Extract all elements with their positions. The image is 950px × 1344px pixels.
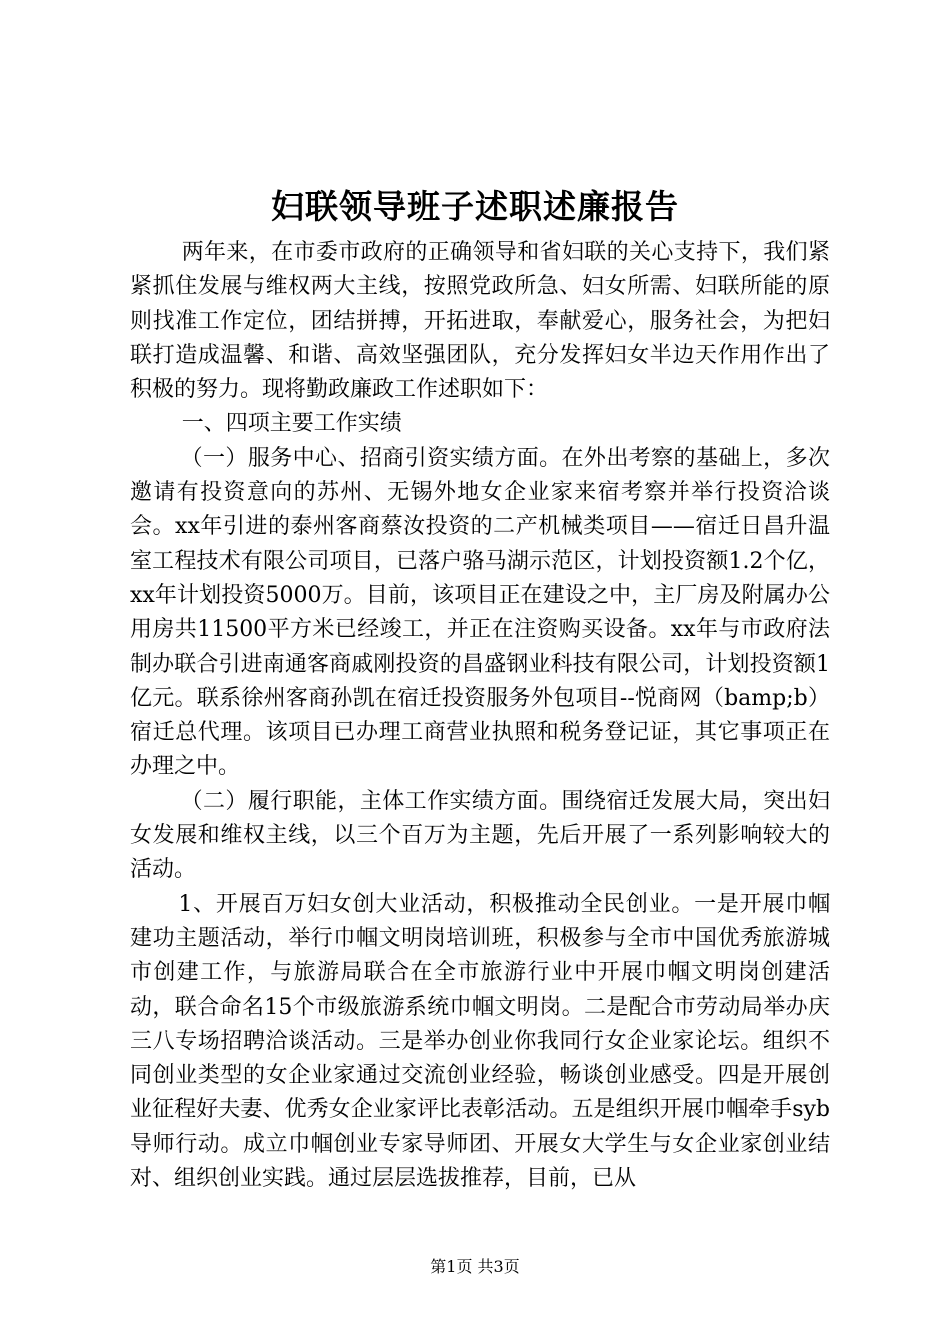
section-heading: 一、四项主要工作实绩 [181, 411, 402, 437]
body-paragraph: （一）服务中心、招商引资实绩方面。在外出考察的基础上，多次邀请有投资意向的苏州、无锡外地女企业家来宿考察并举行投资洽谈会。xx年引进的泰州客商蔡汝投资的二产机械类项目——宿迁日昌升温室工程技术有限公司项目，已落户骆马湖示范区，计划投资额1.2个亿，xx年计划投资5000万。目前，该项目正在建设之中，主厂房及附属办公用房共11500平方米已经竣工，并正在注资购买设备。xx年与市政府法制办联合引进南通客商戚刚投资的昌盛钢业科技有限公司，计划投资额1亿元。联系徐州客商孙凯在宿迁投资服务外包项目--悦商网（bamp;b）宿迁总代理。该项目已办理工商营业执照和税务登记证，其它事项正在办理之中。 [130, 445, 830, 780]
page-number: 第1页 共3页 [430, 1257, 520, 1276]
document-body [130, 236, 830, 1196]
body-paragraph: （二）履行职能，主体工作实绩方面。围绕宿迁发展大局，突出妇女发展和维权主线，以三个百万为主题，先后开展了一系列影响较大的活动。 [130, 788, 830, 883]
document-title: 妇联领导班子述职述廉报告 [271, 187, 679, 226]
body-paragraph: 1、开展百万妇女创大业活动，积极推动全民创业。一是开展巾帼建功主题活动，举行巾帼文明岗培训班，积极参与全市中国优秀旅游城市创建工作，与旅游局联合在全市旅游行业中开展巾帼文明岗创建活动，联合命名15个市级旅游系统巾帼文明岗。二是配合市劳动局举办庆三八专场招聘洽谈活动。三是举办创业你我同行女企业家论坛。组织不同创业类型的女企业家通过交流创业经验，畅谈创业感受。四是开展创业征程好夫妻、优秀女企业家评比表彰活动。五是组织开展巾帼牵手syb导师行动。成立巾帼创业专家导师团、开展女大学生与女企业家创业结对、组织创业实践。通过层层选拔推荐，目前，已从 [130, 891, 830, 1192]
intro-paragraph: 两年来，在市委市政府的正确领导和省妇联的关心支持下，我们紧紧抓住发展与维权两大主线，按照党政所急、妇女所需、妇联所能的原则找准工作定位，团结拼搏，开拓进取，奉献爱心，服务社会，为把妇联打造成温馨、和谐、高效坚强团队，充分发挥妇女半边天作用作出了积极的努力。现将勤政廉政工作述职如下： [130, 240, 830, 403]
